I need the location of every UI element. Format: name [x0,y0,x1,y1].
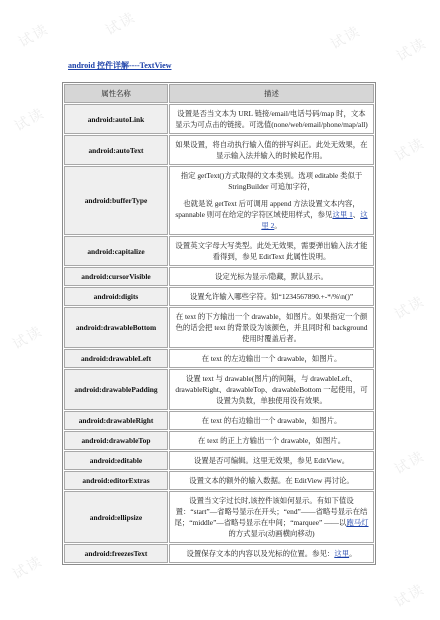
attr-desc-cell [169,544,374,563]
watermark: 试读 [392,135,428,165]
attr-desc-cell: 设置是否可编辑。这里无效果，参见 EditView。 [169,451,374,470]
desc-paragraph: 指定 getText()方式取得的文本类别。选项 editable 类似于 StringBuilder 可追加字符， [180,171,363,191]
attr-name-cell: android:editable [64,451,168,470]
table-row [64,471,374,490]
watermark: 试读 [12,105,48,135]
desc-text: 设置当文字过长时,该控件该如何显示。有如下值设置：“start”—省略号显示在开头；“end”——省略号显示在结尾；“middle”—省略号显示在中间；“marquee” ——以 [174,496,368,527]
watermark: 试读 [394,35,430,65]
attr-desc-cell: 在 text 的右边输出一个 drawable，如图片。 [169,411,374,430]
table-row [64,451,374,470]
table-row [64,491,374,543]
table-row [64,287,374,306]
desc-paragraph [174,198,369,231]
watermark: 试读 [10,323,46,353]
table-row [64,307,374,348]
watermark: 试读 [328,23,364,53]
attr-desc-cell [169,491,374,543]
table-row [64,369,374,410]
attr-desc-cell: 如果设置，将自动执行输入值的拼写纠正。此处无效果，在显示输入法并输入的时候起作用。 [169,135,374,165]
attr-name-cell: android:drawableBottom [64,307,168,348]
link-marquee[interactable]: 跑马灯 [346,518,369,527]
table-header-row [64,84,374,103]
desc-text: 设置保存文本的内容以及光标的位置。参见： [186,549,335,558]
doc-title-link[interactable]: android 控件详解----TextView [68,61,172,70]
desc-tail: 。 [274,221,282,230]
attr-desc-cell: 设置英文字母大写类型。此处无效果，需要弹出输入法才能看得到，参见 EditText 此属性说明。 [169,236,374,266]
attr-desc-cell: 设定光标为显示/隐藏，默认显示。 [169,267,374,286]
watermark: 试读 [103,9,139,39]
watermark: 试读 [392,293,428,323]
table-row [64,236,374,266]
attr-desc-cell: 在 text 的左边输出一个 drawable，如图片。 [169,349,374,368]
watermark: 试读 [392,581,428,611]
table-row [64,104,374,134]
table-row [64,544,374,563]
desc-tail: 的方式显示(动画横向移动) [228,529,315,538]
attr-desc-cell: 设置文本的额外的输入数据。在 EditView 再讨论。 [169,471,374,490]
attr-name-cell: android:bufferType [64,166,168,235]
table-row [64,431,374,450]
table-row [64,349,374,368]
link-here-1[interactable]: 这里 1 [332,210,353,219]
attr-name-cell: android:ellipsize [64,491,168,543]
link-here-2[interactable]: 这里 2 [261,210,368,230]
attr-name-cell: android:drawableLeft [64,349,168,368]
table-row [64,166,374,235]
attr-desc-cell: 设置 text 与 drawable(图片)的间隔，与 drawableLeft、drawableRight、drawableTop、drawableBottom 一起使用，可设置为负数，单独使用没有效果。 [169,369,374,410]
attr-name-cell: android:freezesText [64,544,168,563]
attr-desc-cell: 设置是否当文本为 URL 链接/email/电话号码/map 时，文本显示为可点击的链接。可选值(none/web/email/phone/map/all) [169,104,374,134]
table-row [64,267,374,286]
attr-name-cell: android:editorExtras [64,471,168,490]
desc-tail: 。 [349,549,357,558]
attr-name-cell: android:capitalize [64,236,168,266]
attr-name-cell: android:drawableTop [64,431,168,450]
link-here[interactable]: 这里 [334,549,350,558]
attr-name-cell: android:drawablePadding [64,369,168,410]
desc-separator: 、 [352,210,361,219]
header-description: 描述 [169,84,374,103]
watermark: 试读 [392,448,428,478]
attr-name-cell: android:autoText [64,135,168,165]
watermark: 试读 [16,21,52,51]
attr-name-cell: android:cursorVisible [64,267,168,286]
attr-desc-cell: 设置允许输入哪些字符。如“1234567890.+-*/%\n()” [169,287,374,306]
attr-name-cell: android:drawableRight [64,411,168,430]
desc-text: 也就是说 getText 后可调用 append 方法设置文本内容，spannable 则可在给定的字符区域使用样式，参见 [175,199,360,219]
watermark: 试读 [10,553,46,583]
attr-desc-cell [169,166,374,235]
header-attr-name: 属性名称 [64,84,168,103]
table-row [64,135,374,165]
table-row [64,411,374,430]
attr-desc-cell: 在 text 的正上方输出一个 drawable，如图片。 [169,431,374,450]
attr-desc-cell: 在 text 的下方输出一个 drawable，如图片。如果指定一个颜色的话会把 text 的背景设为该颜色，并且同时和 background 使用时覆盖后者。 [169,307,374,348]
attr-name-cell: android:autoLink [64,104,168,134]
attributes-table [62,82,376,565]
attr-name-cell: android:digits [64,287,168,306]
